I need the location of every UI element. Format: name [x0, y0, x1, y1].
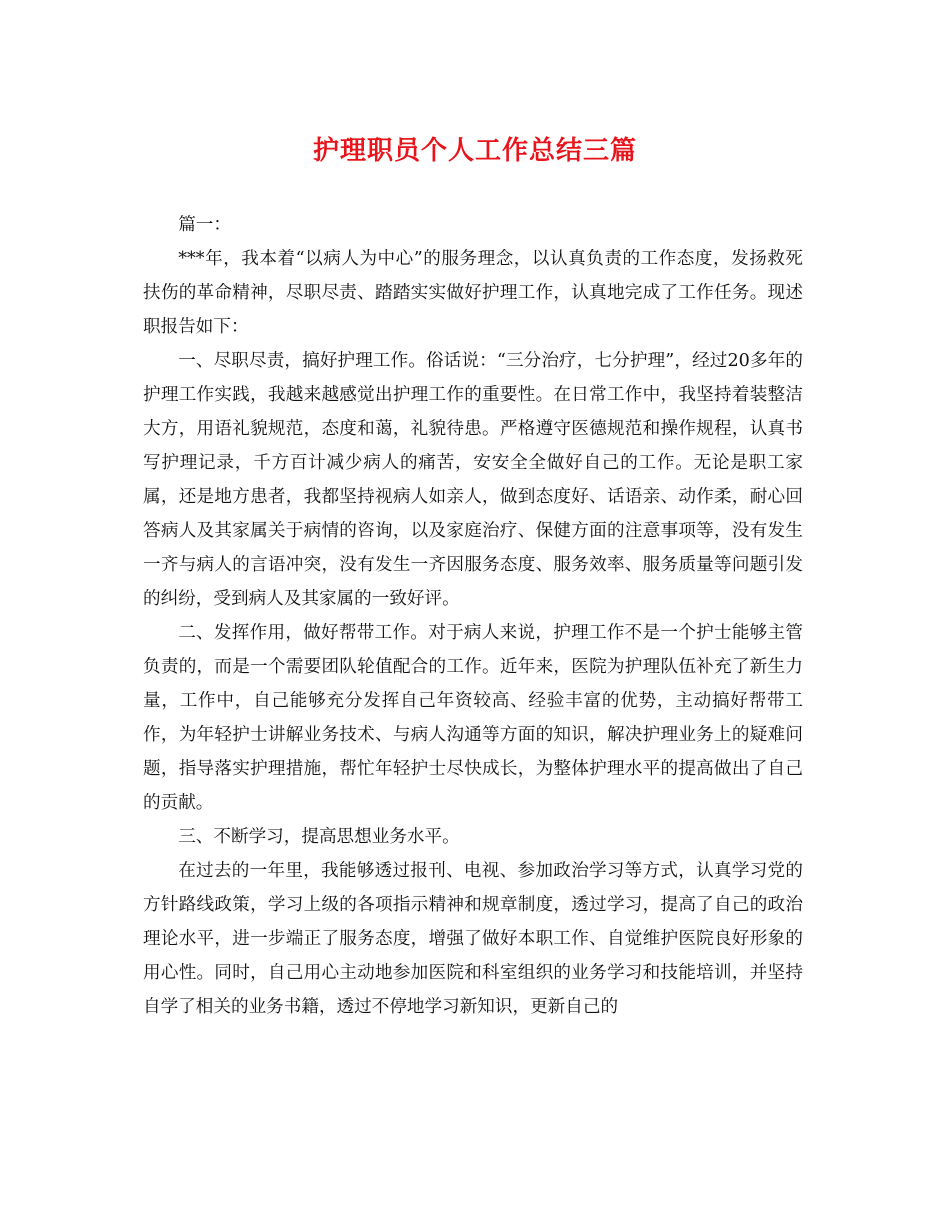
- paragraph-section-3: 在过去的一年里，我能够透过报刊、电视、参加政治学习等方式，认真学习党的方针路线政策，学习上级的各项指示精神和规章制度，透过学习，提高了自己的政治理论水平，进一步端正了服务态度，增强了做好本职工作、自觉维护医院良好形象的用心性。同时，自己用心主动地参加医院和科室组织的业务学习和技能培训，并坚持自学了相关的业务书籍，透过不停地学习新知识，更新自己的: [143, 861, 803, 1017]
- paragraph-intro: ***年，我本着“以病人为中心”的服务理念，以认真负责的工作态度，发扬救死扶伤的革命精神，尽职尽责、踏踏实实做好护理工作，认真地完成了工作任务。现述职报告如下：: [143, 249, 803, 337]
- section-heading-part-one: 篇一：: [178, 215, 231, 235]
- document-body: [143, 208, 803, 1024]
- section-heading-3: 三、不断学习，提高思想业务水平。: [178, 827, 460, 847]
- paragraph-section-2: 二、发挥作用，做好帮带工作。对于病人来说，护理工作不是一个护士能够主管负责的，而是一个需要团队轮值配合的工作。近年来，医院为护理队伍补充了新生力量，工作中，自己能够充分发挥自己年资较高、经验丰富的优势，主动搞好帮带工作，为年轻护士讲解业务技术、与病人沟通等方面的知识，解决护理业务上的疑难问题，指导落实护理措施，帮忙年轻护士尽快成长，为整体护理水平的提高做出了自己的贡献。: [143, 623, 803, 813]
- document-title: 护理职员个人工作总结三篇: [312, 136, 637, 166]
- paragraph-section-1: 一、尽职尽责，搞好护理工作。俗话说：“三分治疗，七分护理”，经过20多年的护理工作实践，我越来越感觉出护理工作的重要性。在日常工作中，我坚持着装整洁大方，用语礼貌规范，态度和蔼，礼貌待患。严格遵守医德规范和操作规程，认真书写护理记录，千方百计减少病人的痛苦，安安全全做好自己的工作。无论是职工家属，还是地方患者，我都坚持视病人如亲人，做到态度好、话语亲、动作柔，耐心回答病人及其家属关于病情的咨询，以及家庭治疗、保健方面的注意事项等，没有发生一齐与病人的言语冲突，没有发生一齐因服务态度、服务效率、服务质量等问题引发的纠纷，受到病人及其家属的一致好评。: [143, 351, 803, 609]
